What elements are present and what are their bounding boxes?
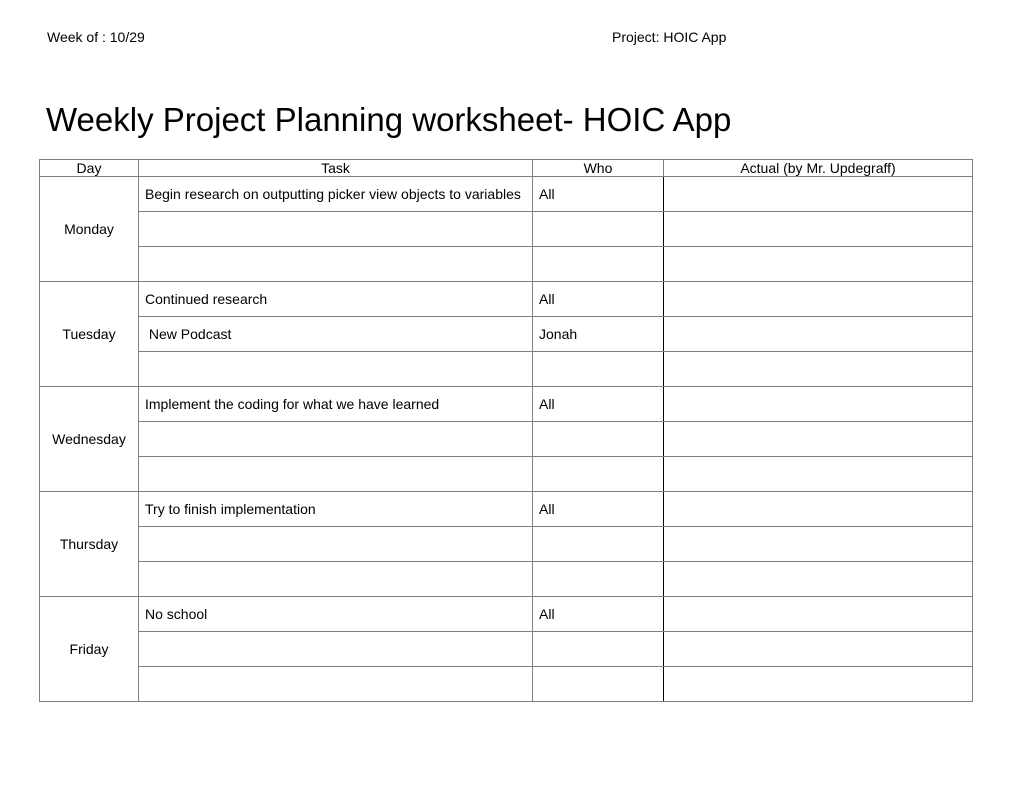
actual-cell [664, 422, 973, 457]
task-cell: Try to finish implementation [139, 492, 533, 527]
actual-cell [664, 212, 973, 247]
who-cell [533, 632, 664, 667]
day-cell-monday: Monday [40, 177, 139, 282]
who-cell: All [533, 492, 664, 527]
table-row [40, 457, 973, 492]
page-title: Weekly Project Planning worksheet- HOIC App [46, 101, 732, 138]
table-row [40, 247, 973, 282]
who-cell [533, 212, 664, 247]
task-cell [139, 562, 533, 597]
who-cell: All [533, 282, 664, 317]
actual-cell [664, 457, 973, 492]
table-row [40, 317, 973, 352]
who-cell [533, 247, 664, 282]
actual-cell [664, 247, 973, 282]
table-row [40, 212, 973, 247]
task-cell [139, 422, 533, 457]
table-row [40, 422, 973, 457]
actual-cell [664, 282, 973, 317]
table-row [40, 527, 973, 562]
who-cell [533, 562, 664, 597]
actual-cell [664, 527, 973, 562]
day-cell-tuesday: Tuesday [40, 282, 139, 387]
table-row [40, 492, 973, 527]
column-header-task: Task [139, 160, 533, 177]
project-label: Project: HOIC App [612, 29, 727, 45]
table-row [40, 352, 973, 387]
who-cell [533, 667, 664, 702]
table-row [40, 597, 973, 632]
table-row [40, 632, 973, 667]
who-cell [533, 527, 664, 562]
who-cell: All [533, 597, 664, 632]
column-header-who: Who [533, 160, 664, 177]
task-cell [139, 527, 533, 562]
task-cell [139, 212, 533, 247]
actual-cell [664, 492, 973, 527]
actual-cell [664, 597, 973, 632]
task-cell [139, 247, 533, 282]
column-header-actual: Actual (by Mr. Updegraff) [664, 160, 973, 177]
who-cell: Jonah [533, 317, 664, 352]
task-cell: New Podcast [139, 317, 533, 352]
actual-cell [664, 387, 973, 422]
day-cell-thursday: Thursday [40, 492, 139, 597]
week-of-label: Week of : 10/29 [47, 29, 145, 45]
table-row [40, 387, 973, 422]
task-cell [139, 457, 533, 492]
actual-cell [664, 177, 973, 212]
table-header-row [40, 160, 973, 177]
actual-cell [664, 352, 973, 387]
task-cell: No school [139, 597, 533, 632]
task-cell: Continued research [139, 282, 533, 317]
table-row [40, 177, 973, 212]
task-cell: Implement the coding for what we have learned [139, 387, 533, 422]
day-cell-friday: Friday [40, 597, 139, 702]
who-cell: All [533, 177, 664, 212]
actual-cell [664, 562, 973, 597]
who-cell [533, 422, 664, 457]
table-row [40, 562, 973, 597]
actual-cell [664, 317, 973, 352]
actual-cell [664, 667, 973, 702]
table-row [40, 282, 973, 317]
who-cell [533, 352, 664, 387]
day-cell-wednesday: Wednesday [40, 387, 139, 492]
task-cell: Begin research on outputting picker view objects to variables [139, 177, 533, 212]
who-cell [533, 457, 664, 492]
task-cell [139, 352, 533, 387]
task-cell [139, 667, 533, 702]
who-cell: All [533, 387, 664, 422]
table-row [40, 667, 973, 702]
planning-table [39, 159, 973, 702]
actual-cell [664, 632, 973, 667]
task-cell [139, 632, 533, 667]
column-header-day: Day [40, 160, 139, 177]
